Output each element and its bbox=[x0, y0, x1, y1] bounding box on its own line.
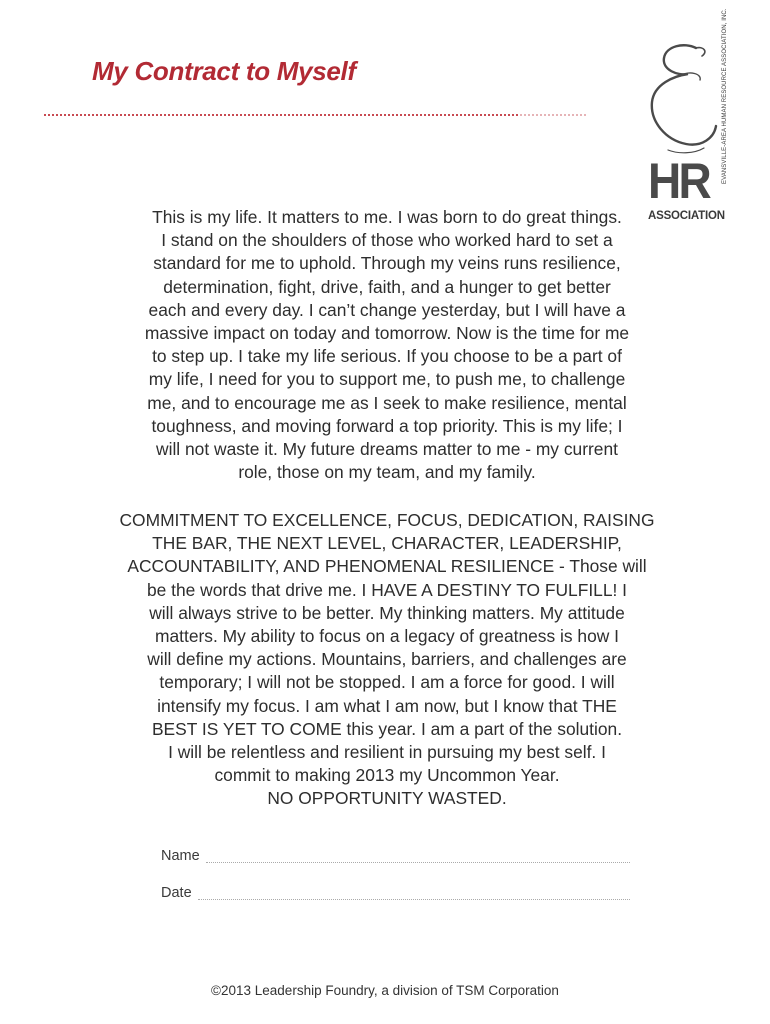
text-line: will define my actions. Mountains, barriers, and challenges are bbox=[147, 649, 627, 670]
name-label: Name bbox=[161, 848, 200, 864]
paragraph-commitment bbox=[80, 509, 694, 811]
text-line: matters. My ability to focus on a legacy of greatness is how I bbox=[155, 626, 619, 647]
text-line: my life, I need for you to support me, to push me, to challenge bbox=[148, 369, 626, 390]
paragraph-life bbox=[80, 206, 694, 484]
text-line: I stand on the shoulders of those who worked hard to set a bbox=[161, 230, 613, 251]
text-line: intensify my focus. I am what I am now, but I know that THE bbox=[157, 695, 617, 716]
title-divider-fade bbox=[520, 114, 586, 116]
text-line: will always strive to be better. My thinking matters. My attitude bbox=[149, 602, 625, 623]
title-divider bbox=[44, 114, 586, 116]
text-line: THE BAR, THE NEXT LEVEL, CHARACTER, LEADERSHIP, bbox=[152, 533, 622, 554]
script-e-logo-icon bbox=[644, 40, 720, 158]
date-input-line[interactable] bbox=[198, 899, 630, 900]
text-line: COMMITMENT TO EXCELLENCE, FOCUS, DEDICATION, RAISING bbox=[119, 510, 655, 530]
text-line: will not waste it. My future dreams matter to me - my current bbox=[156, 439, 618, 460]
text-line: toughness, and moving forward a top priority. This is my life; I bbox=[151, 415, 623, 436]
text-line: to step up. I take my life serious. If you choose to be a part of bbox=[152, 346, 622, 367]
text-line: standard for me to uphold. Through my veins runs resilience, bbox=[153, 253, 621, 274]
text-line: temporary; I will not be stopped. I am a force for good. I will bbox=[159, 672, 615, 693]
text-line: I will be relentless and resilient in pursuing my best self. I bbox=[168, 742, 606, 763]
text-line: NO OPPORTUNITY WASTED. bbox=[267, 788, 507, 809]
text-line: each and every day. I can’t change yesterday, but I will have a bbox=[148, 299, 626, 320]
text-line: ACCOUNTABILITY, AND PHENOMENAL RESILIENCE - Those will bbox=[127, 556, 647, 577]
text-line: be the words that drive me. I HAVE A DESTINY TO FULFILL! I bbox=[146, 579, 628, 600]
text-line: commit to making 2013 my Uncommon Year. bbox=[214, 765, 560, 786]
text-line: determination, fight, drive, faith, and a hunger to get better bbox=[163, 276, 611, 297]
name-input-line[interactable] bbox=[206, 862, 630, 863]
logo-hr-text: HR bbox=[648, 153, 709, 209]
page-title: My Contract to Myself bbox=[92, 56, 356, 86]
logo-association-text: ASSOCIATION bbox=[648, 210, 725, 222]
text-line: BEST IS YET TO COME this year. I am a part of the solution. bbox=[151, 718, 623, 739]
text-line: massive impact on today and tomorrow. Now is the time for me bbox=[144, 323, 630, 344]
copyright-footer: ©2013 Leadership Foundry, a division of TSM Corporation bbox=[211, 983, 559, 998]
logo-vertical-text: EVANSVILLE-AREA HUMAN RESOURCE ASSOCIATION, INC. bbox=[722, 8, 728, 184]
text-line: This is my life. It matters to me. I was born to do great things. bbox=[152, 207, 622, 227]
text-line: me, and to encourage me as I seek to make resilience, mental bbox=[147, 392, 627, 413]
text-line: role, those on my team, and my family. bbox=[238, 462, 536, 483]
date-label: Date bbox=[161, 885, 192, 901]
